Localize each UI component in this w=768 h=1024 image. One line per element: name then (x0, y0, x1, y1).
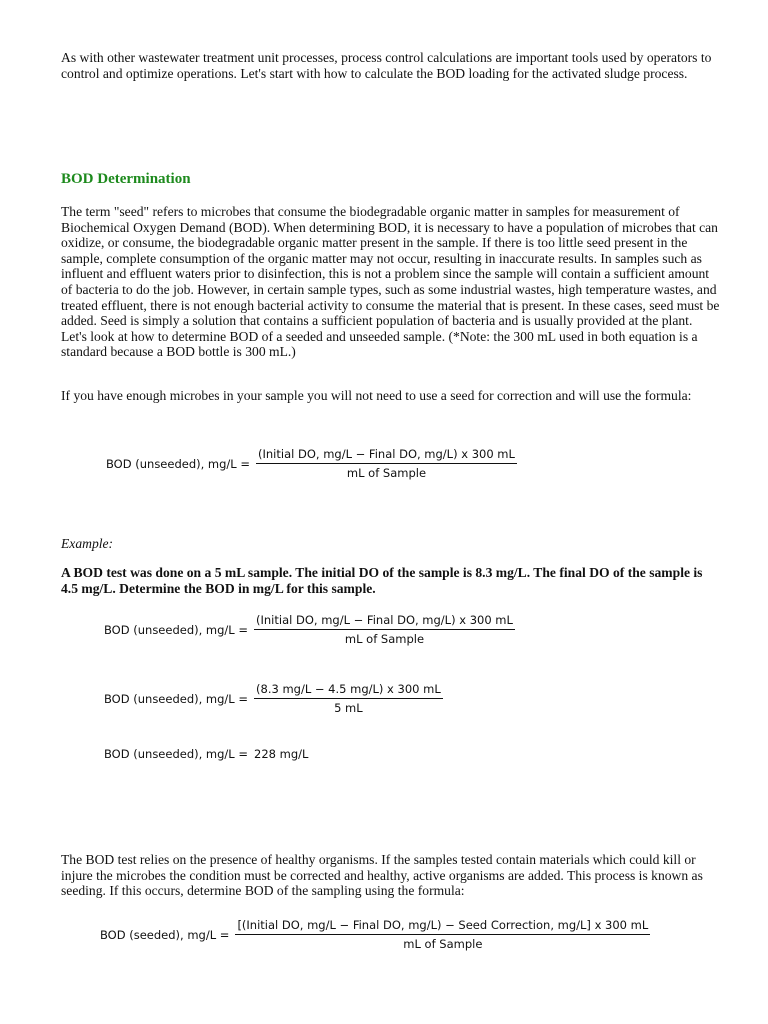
result-value: 228 mg/L (254, 747, 309, 761)
example-label: Example: (61, 536, 114, 551)
formula-numerator: (Initial DO, mg/L − Final DO, mg/L) x 300 mL (256, 613, 513, 627)
formula-lhs: BOD (unseeded), mg/L = (104, 622, 249, 637)
formula-numerator: (Initial DO, mg/L − Final DO, mg/L) x 300 mL (258, 447, 515, 461)
formula-seeded (100, 918, 650, 951)
formula-lhs: BOD (unseeded), mg/L = (104, 691, 249, 706)
formula-denominator: 5 mL (334, 701, 363, 715)
example-step1-formula (104, 613, 515, 646)
formula-fraction (254, 682, 443, 715)
formula-denominator: mL of Sample (344, 632, 425, 646)
formula-lhs: BOD (seeded), mg/L = (100, 927, 230, 942)
formula-numerator: [(Initial DO, mg/L − Final DO, mg/L) − Seed Correction, mg/L] x 300 mL (237, 918, 649, 932)
formula-denominator: mL of Sample (346, 466, 427, 480)
example-step2-formula (104, 682, 443, 715)
example-result (104, 747, 308, 761)
section-heading: BOD Determination (61, 171, 191, 187)
seed-paragraph: The term "seed" refers to microbes that consume the biodegradable organic matter in samples for measurement of Biochemical Oxygen Demand (BOD). When determining BOD, it is necessary to have a population of microbes that can oxidize, or consume, the biodegradable organic matter present in the sample. If there is too little seed present in the sample, complete consumption of the organic matter may not occur, resulting in inaccurate results. In samples such as influent and effluent waters prior to disinfection, this is not a problem since the sample will contain a sufficient amount of bacteria to do the job. However, in certain sample types, such as some industrial wastes, high temperature wastes, and treated effluent, there is not enough bacterial activity to consume the material that is present. In these cases, seed must be added. Seed is simply a solution that contains a sufficient population of bacteria and is usually provided at the plant. Let's look at how to determine BOD of a seeded and unseeded sample. (*Note: the 300 mL used in both equation is a standard because a BOD bottle is 300 mL.) (61, 204, 720, 360)
formula-fraction (235, 918, 650, 951)
formula-unseeded (106, 447, 517, 480)
formula-intro-paragraph: If you have enough microbes in your sample you will not need to use a seed for correction and will use the formula: (61, 388, 692, 403)
formula-fraction (254, 613, 515, 646)
formula-numerator: (8.3 mg/L − 4.5 mg/L) x 300 mL (256, 682, 441, 696)
formula-fraction (256, 447, 517, 480)
seeded-intro-paragraph: The BOD test relies on the presence of healthy organisms. If the samples tested contain materials which could kill or injure the microbes the condition must be corrected and healthy, active organisms are added. This process is known as seeding. If this occurs, determine BOD of the sampling using the formula: (61, 852, 703, 899)
formula-denominator: mL of Sample (403, 937, 483, 951)
example-problem: A BOD test was done on a 5 mL sample. The initial DO of the sample is 8.3 mg/L. The final DO of the sample is 4.5 mg/L. Determine the BOD in mg/L for this sample. (61, 565, 703, 596)
formula-lhs: BOD (unseeded), mg/L = (104, 747, 249, 761)
formula-lhs: BOD (unseeded), mg/L = (106, 456, 251, 471)
intro-paragraph: As with other wastewater treatment unit processes, process control calculations are important tools used by operators to control and optimize operations. Let's start with how to calculate the BOD loading for the activated sludge process. (61, 50, 712, 81)
